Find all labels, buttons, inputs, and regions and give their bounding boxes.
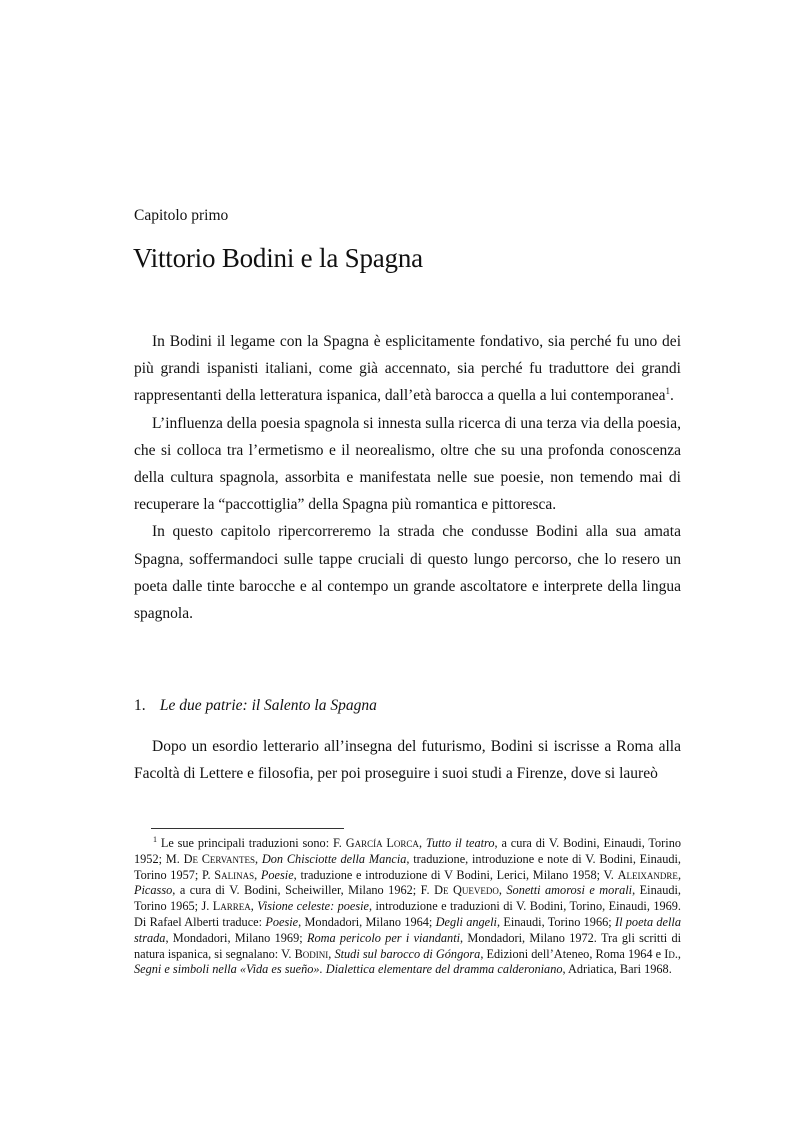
paragraph: In questo capitolo ripercorreremo la strada che condusse Bodini alla sua amata Spagna, soffermandoci sulle tappe cruciali di questo lungo percorso, che lo resero un poeta dalle tinte barocche e al contempo un grande ascoltatore e interprete della lingua spagnola. [134, 523, 681, 623]
work-title: Degli angeli [435, 914, 497, 929]
work-title: Don Chisciotte della Mancia [261, 851, 407, 866]
footnote [134, 836, 681, 978]
footnote-run: , [250, 899, 258, 914]
work-title: Studi sul barocco di Góngora [334, 946, 481, 961]
work-title: Tutto il teatro [425, 836, 495, 850]
section-number: 1. [134, 697, 146, 714]
author-name: García Lorca [345, 836, 419, 850]
footnote-marker: 1 [153, 834, 157, 844]
author-name: Id. [664, 946, 678, 961]
footnote-run: , [255, 851, 262, 866]
chapter-title: Vittorio Bodini e la Spagna [133, 243, 423, 273]
author-name: Bodini [294, 946, 329, 961]
footnote-run: , introduzione e traduzioni di V. Bodini, Torino, Einaudi, 1969. Di Rafael Alberti traduce: [134, 899, 681, 929]
chapter-label: Capitolo primo [134, 207, 229, 224]
work-title: Sonetti amorosi e morali [506, 883, 633, 898]
footnote-run: , [677, 867, 682, 882]
footnote-reference[interactable]: 1 [665, 386, 670, 397]
section-body [134, 733, 681, 787]
footnote-run: Le sue principali traduzioni sono: F. [157, 836, 346, 850]
footnote-run: , a cura di V. Bodini, Scheiwiller, Milano 1962; F. [172, 883, 435, 898]
footnote-run: , Einaudi, Torino 1965; J. [134, 883, 681, 914]
author-name: Salinas [214, 867, 255, 882]
work-title: Roma pericolo per i viandanti [306, 930, 461, 945]
paragraph: In Bodini il legame con la Spagna è esplicitamente fondativo, sia perché fu uno dei più grandi ispanisti italiani, come già accennato, sia perché fu traduttore dei grandi rappresentanti della letteratura ispanica, dall’età barocca a quella a lui contemporanea$^1$. [134, 333, 681, 405]
work-title: Segni e simboli nella «Vida es sueño». Dialettica elementare del dramma calderoniano [134, 962, 563, 977]
footnote-run: , Edizioni dell’Ateneo, Roma 1964 e [480, 946, 665, 961]
footnote-run: , Mondadori, Milano 1972. Tra gli scritti di natura ispanica, si segnalano: V. [134, 930, 682, 961]
work-title: Visione celeste: poesie [257, 899, 370, 914]
section-title: Le due patrie: il Salento la Spagna [159, 697, 377, 714]
author-name: Larrea [212, 899, 251, 914]
footnote-run: , Mondadori, Milano 1964; [298, 914, 436, 929]
footnote-run: , [254, 867, 261, 882]
footnote-run: , [677, 946, 681, 961]
footnote-text [134, 836, 681, 976]
footnote-run: , Einaudi, Torino 1966; [496, 914, 615, 929]
footnote-run: , Mondadori, Milano 1969; [165, 930, 307, 945]
author-name: Aleixandre [617, 867, 678, 882]
footnote-separator [151, 828, 344, 829]
paragraph: Dopo un esordio letterario all’insegna del futurismo, Bodini si iscrisse a Roma alla Facoltà di Lettere e filosofia, per poi proseguire i suoi studi a Firenze, dove si laureò [134, 738, 681, 783]
work-title: Poesie [265, 914, 299, 929]
footnote-run: , traduzione e introduzione di V Bodini, Lerici, Milano 1958; V. [293, 867, 618, 882]
footnote-run: , traduzione, introduzione e note di V. Bodini, Einaudi, Torino 1957; P. [134, 851, 682, 882]
paragraph: L’influenza della poesia spagnola si innesta sulla ricerca di una terza via della poesia, che si colloca tra l’ermetismo e il neorealismo, oltre che su una profonda conoscenza della cultura spagnola, assorbita e manifestata nelle sue poesie, non temendo mai di recuperare la “paccottiglia” della Spagna più romantica e pittoresca. [134, 414, 681, 514]
intro-section [134, 328, 681, 627]
footnote-run: , [418, 836, 426, 850]
section-heading [134, 697, 377, 715]
author-name: De Quevedo [434, 883, 499, 898]
work-title: Picasso [134, 883, 173, 898]
work-title: Il poeta della strada [134, 914, 681, 945]
work-title: Poesie [260, 867, 294, 882]
footnote-run: , [328, 946, 335, 961]
author-name: De Cervantes [183, 851, 256, 866]
footnote-run: , [498, 883, 507, 898]
footnote-run: , a cura di V. Bodini, Einaudi, Torino 1952; M. [134, 836, 681, 866]
footnote-run: , Adriatica, Bari 1968. [562, 962, 672, 977]
